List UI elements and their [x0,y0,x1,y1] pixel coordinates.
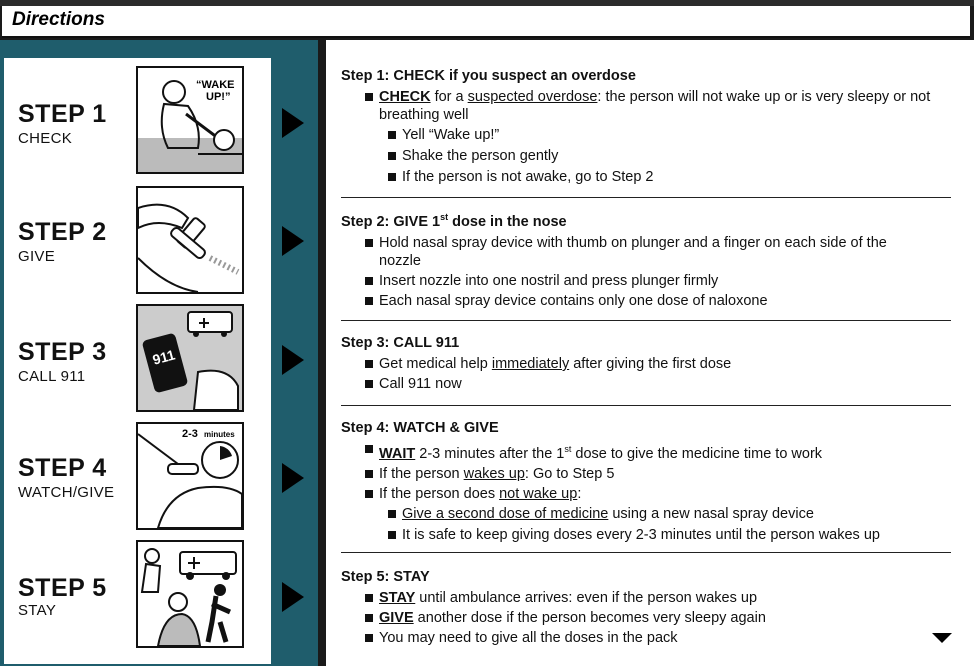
step-1 [4,66,271,178]
step-4-number: STEP 4 [18,454,107,482]
step-5-label: STAY [18,602,57,619]
divider-4 [341,552,951,553]
step-2-number: STEP 2 [18,218,107,246]
step-3-label: CALL 911 [18,368,86,385]
section-3-bullet-1: Get medical help immediately after giving the first dose [341,355,951,373]
step-4 [4,422,271,534]
step-list [4,58,271,664]
arrow-step-5 [282,582,304,612]
timer-spray-icon [136,422,244,530]
section-step-2 [341,212,951,312]
section-3-bullet-2: Call 911 now [341,375,951,393]
section-1-sub-3: If the person is not awake, go to Step 2 [341,168,951,186]
timer-unit: minutes [204,430,235,439]
page-title: Directions [12,9,105,30]
section-2-bullet-1: Hold nasal spray device with thumb on plunger and a finger on each side of the nozzle [341,234,951,270]
section-step-1 [341,68,951,189]
divider-2 [341,320,951,321]
phone-call-icon [136,304,244,412]
step-5-number: STEP 5 [18,574,107,602]
step-2 [4,186,271,298]
nasal-spray-icon [136,186,244,294]
wake-up-caption-2: UP!” [206,91,231,103]
shout-wake-up-icon [136,66,244,174]
section-4-bullet-2: If the person wakes up: Go to Step 5 [341,465,951,483]
step-4-label: WATCH/GIVE [18,484,115,501]
header-bar [2,6,970,38]
section-1-bullet-1: CHECK for a suspected overdose: the person will not wake up or is very sleepy or not breathing well [341,88,951,124]
section-4-bullet-1: WAIT 2-3 minutes after the 1st dose to give the medicine time to work [341,440,951,463]
step-2-label: GIVE [18,248,56,265]
wake-up-caption-1: “WAKE [196,79,235,91]
section-step-5 [341,569,951,649]
divider-3 [341,405,951,406]
step-1-label: CHECK [18,130,73,147]
section-1-title: Step 1: CHECK if you suspect an overdose [341,68,636,84]
section-5-bullet-3: You may need to give all the doses in the pack [341,629,951,647]
arrow-step-1 [282,108,304,138]
section-1-sub-2: Shake the person gently [341,147,951,165]
section-step-3 [341,335,951,395]
section-2-title: Step 2: GIVE 1st dose in the nose [341,212,567,230]
ambulance-stay-icon [136,540,244,648]
divider-1 [341,197,951,198]
phone-911-text: 911 [150,346,177,368]
scroll-down-icon[interactable] [932,633,952,643]
step-1-number: STEP 1 [18,100,107,128]
section-2-bullet-2: Insert nozzle into one nostril and press plunger firmly [341,272,951,290]
section-5-bullet-1: STAY until ambulance arrives: even if the person wakes up [341,589,951,607]
section-5-bullet-2: GIVE another dose if the person becomes very sleepy again [341,609,951,627]
section-4-title: Step 4: WATCH & GIVE [341,420,499,436]
arrow-step-3 [282,345,304,375]
section-2-bullet-3: Each nasal spray device contains only one dose of naloxone [341,292,951,310]
section-5-title: Step 5: STAY [341,569,430,585]
arrow-step-4 [282,463,304,493]
section-4-bullet-3: If the person does not wake up: [341,485,951,503]
step-3 [4,304,271,416]
section-4-sub-1: Give a second dose of medicine using a new nasal spray device [341,505,951,523]
arrow-step-2 [282,226,304,256]
section-4-sub-2: It is safe to keep giving doses every 2-3 minutes until the person wakes up [341,526,951,544]
step-3-number: STEP 3 [18,338,107,366]
timer-label: 2-3 [182,428,198,440]
step-5 [4,540,271,652]
section-1-sub-1: Yell “Wake up!” [341,126,951,144]
section-step-4 [341,420,951,547]
instructions-panel [326,40,974,666]
section-3-title: Step 3: CALL 911 [341,335,460,351]
